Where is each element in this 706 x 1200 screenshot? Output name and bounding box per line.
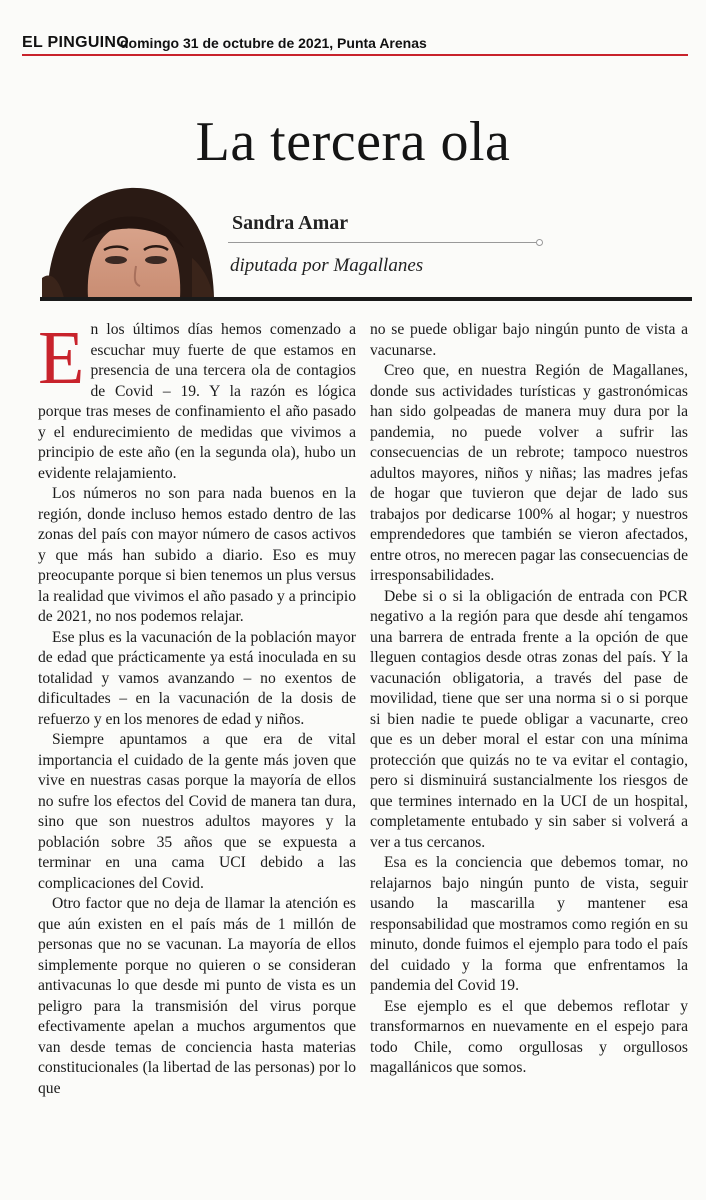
dateline: domingo 31 de octubre de 2021, Punta Arenas — [120, 35, 427, 51]
paragraph-continuation: no se puede obligar bajo ningún punto de vista a vacunarse. — [370, 321, 688, 359]
column-left — [38, 316, 356, 1099]
newspaper-brand: EL PINGUINO — [22, 34, 130, 51]
divider-end-ornament — [536, 239, 543, 246]
paragraph: Ese plus es la vacunación de la población mayor de edad que prácticamente ya está inoculada en su totalidad y vamos avanzando – no exentos de dificultades – en la vacunación de la dosis de refuerzo y en los menores de edad y niños. — [38, 628, 356, 728]
paragraph: Siempre apuntamos a que era de vital importancia el cuidado de la gente más joven que vive en nuestras casas porque la mayoría de ellos no sufre los efectos del Covid de manera tan dura, sino que son nuestros adultos mayores y la población sobre 35 años que se expuesta a terminar en una cama UCI debido a las complicaciones del Covid. — [38, 731, 356, 892]
paragraph: Debe si o si la obligación de entrada con PCR negativo a la región para que desde ahí tengamos una barrera de entrada frente a la opción de que lleguen contagios desde otras zonas del país. Y la vacunación obligatoria, a través del pase de movilidad, tiene que ser una norma si o si porque si bien nadie te puede obligar a vacunarte, creo que es un deber moral el estar con una mínima protección que quizás no te va evitar el contagio, pero si disminuirá sustancialmente los riesgos de que termines internado en la UCI de un hospital, completamente entubado y sin saber si volverá a ver a tus cercanos. — [370, 587, 688, 851]
paragraph: Otro factor que no deja de llamar la atención es que aún existen en el país más de 1 millón de personas que no se vacunan. La mayoría de ellos simplemente porque no quieren o se consideran antivacunas lo que desde mi punto de vista es un peligro para la transmisión del virus porque efectivamente apelan a muchos argumentos que van desde temas de conciencia hasta materias constitucionales (la libertad de las personas) por lo que — [38, 895, 356, 1097]
header-rule — [40, 297, 692, 301]
article-title: La tercera ola — [195, 111, 511, 173]
author-portrait-icon — [42, 178, 214, 298]
paragraph: Los números no son para nada buenos en la región, donde incluso hemos estado dentro de las zonas del país con mayor número de casos activos y que más han subido a diario. Eso es muy preocupante porque si bien tenemos un plus versus la realidad que vivimos el año pasado y a principio de 2021, no nos podemos relajar. — [38, 485, 356, 625]
masthead-divider — [22, 54, 688, 56]
paragraph: Ese ejemplo es el que debemos reflotar y transformarnos en nuevamente en el espejo para todo Chile, como orgullosas y orgullosos magallánicos que somos. — [370, 997, 688, 1076]
article-body — [38, 316, 696, 1190]
paragraph: Creo que, en nuestra Región de Magallanes, donde sus actividades turísticas y gastronómicas han sido golpeadas de manera muy dura por la pandemia, no puede volver a sufrir las consecuencias de un rebrote; tampoco nuestros adultos mayores, niños y niñas; las madres jefas de hogar que tuvieron que dejar de lado sus trabajos por dedicarse 100% al hogar; y nuestros emprendedores que también se vieron afectados, entre otros, no merecen pagar las consecuencias de irresponsabilidades. — [370, 362, 688, 584]
author-name: Sandra Amar — [232, 212, 349, 234]
column-right — [370, 320, 688, 1079]
paragraph: Esa es la conciencia que debemos tomar, no relajarnos bajo ningún punto de vista, seguir usando la mascarilla y mantener esa responsabilidad que mostramos como región en su minuto, donde fuimos el ejemplo para todo el país del cuidado y la forma que enfrentamos la pandemia del Covid 19. — [370, 854, 688, 994]
masthead — [22, 34, 688, 54]
drop-cap: E — [38, 316, 85, 400]
paragraph — [38, 316, 356, 484]
author-photo — [42, 178, 214, 298]
paragraph-text: n los últimos días hemos comenzado a escuchar muy fuerte de que estamos en presencia de una tercera ola de contagios de Covid – 19. Y la razón es lógica porque tras meses de confinamiento el año pasado y el endurecimiento de medidas que vivimos a principio de este año (en la segunda ola), hubo un evidente relajamiento. — [38, 321, 356, 482]
author-role: diputada por Magallanes — [230, 255, 424, 276]
author-divider — [228, 242, 536, 243]
